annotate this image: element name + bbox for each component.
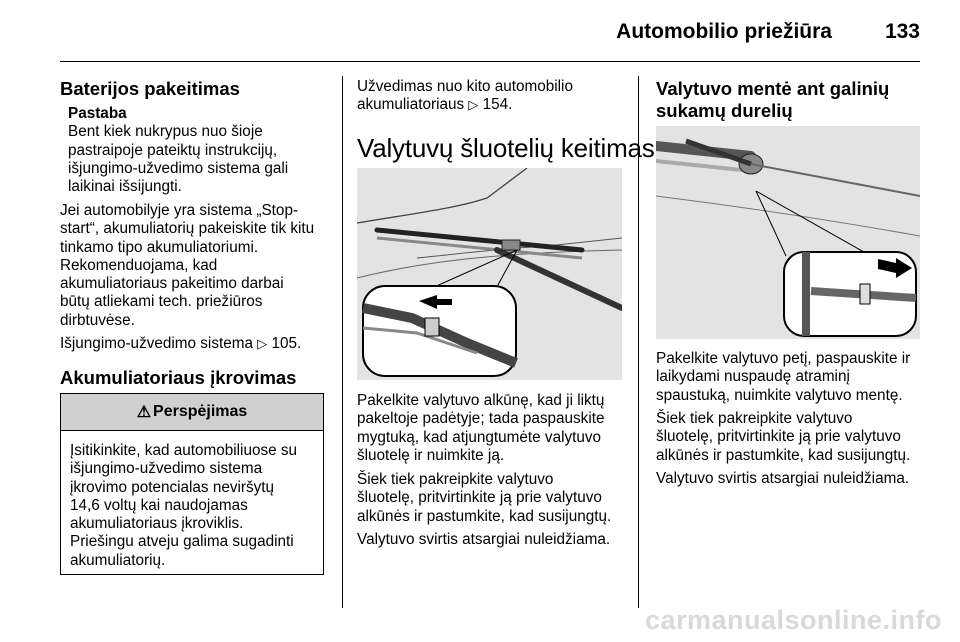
- warning-line: akumuliatoriaus įkroviklis.: [70, 515, 244, 533]
- warning-body: [61, 431, 323, 578]
- paragraph-line: Šiek tiek pakreipkite valytuvo: [656, 410, 853, 427]
- triangle-reference-icon: ▷: [468, 97, 479, 113]
- rear-wiper-illustration: [656, 126, 920, 339]
- paragraph-line: Pakelkite valytuvo alkūnę, kad ji liktų: [357, 392, 605, 409]
- note-line: išjungimo-užvedimo sistema gali: [68, 159, 289, 177]
- lower-rear-wiper-paragraph: Valytuvo svirtis atsargiai nuleidžiama.: [656, 470, 910, 487]
- warning-line: išjungimo-užvedimo sistema: [70, 460, 263, 478]
- stop-start-reference[interactable]: [60, 335, 301, 353]
- stop-start-paragraph: [60, 202, 340, 330]
- remove-rear-wiper-paragraph: [656, 350, 910, 405]
- header-divider: [60, 61, 920, 62]
- wiper-heading: Valytuvų šluotelių keitimas: [357, 133, 655, 163]
- attach-rear-wiper-paragraph: [656, 410, 910, 465]
- paragraph-line: alkūnės ir pastumkite, kad susijungtų.: [357, 507, 612, 525]
- rear-wiper-drawing: [656, 126, 920, 339]
- warning-triangle-icon: ⚠: [136, 404, 152, 421]
- paragraph-line: laikydami nuspaudę atraminį: [656, 368, 850, 386]
- paragraph-line: dirbtuvėse.: [60, 311, 135, 329]
- attach-front-wiper-paragraph: [357, 471, 611, 526]
- jump-start-reference[interactable]: [357, 78, 573, 115]
- paragraph-line: Jei automobilyje yra sistema „Stop-: [60, 202, 299, 219]
- front-wiper-illustration: [357, 168, 622, 380]
- paragraph-line: spaustuką, nuimkite valytuvo mentę.: [656, 386, 903, 404]
- watermark: carmanualsonline.info: [644, 605, 942, 635]
- reference-text: akumuliatoriaus: [357, 96, 465, 114]
- paragraph-line: akumuliatoriaus pakeitimo darbai: [60, 275, 284, 293]
- warning-line: Priešingu atveju galima sugadinti: [70, 533, 294, 551]
- page-number: 133: [884, 20, 920, 43]
- heading-line: sukamų durelių: [656, 100, 793, 121]
- reference-text: Išjungimo-užvedimo sistema: [60, 335, 253, 352]
- warning-title: Perspėjimas: [153, 403, 248, 420]
- note-line: Bent kiek nukrypus nuo šioje: [68, 123, 263, 141]
- warning-header: [61, 394, 323, 431]
- warning-line: akumuliatorių.: [70, 551, 166, 569]
- heading-line: Valytuvo mentė ant galinių: [656, 78, 890, 99]
- note-title: Pastaba: [68, 105, 127, 122]
- remove-front-wiper-paragraph: [357, 392, 604, 465]
- lower-front-wiper-paragraph: Valytuvo svirtis atsargiai nuleidžiama.: [357, 531, 611, 548]
- header-title: Automobilio priežiūra: [616, 20, 832, 43]
- paragraph-line: pakeltoje padėtyje; tada paspauskite: [357, 410, 605, 428]
- paragraph-line: tinkamo tipo akumuliatoriumi.: [60, 238, 259, 256]
- paragraph-line: start“, akumuliatorių pakeiskite tik kitu: [60, 220, 315, 238]
- battery-heading: Baterijos pakeitimas: [60, 78, 240, 99]
- paragraph-line: būtų atliekami tech. priežiūros: [60, 293, 263, 311]
- charging-heading: Akumuliatoriaus įkrovimas: [60, 367, 297, 388]
- paragraph-line: alkūnės ir pastumkite, kad susijungtų.: [656, 446, 911, 464]
- note-line: laikinai išsijungti.: [68, 178, 182, 196]
- paragraph-line: šluotelę ir nuimkite ją.: [357, 446, 505, 464]
- note-line: pastraipoje pateiktų instrukcijų,: [68, 141, 278, 159]
- reference-page: 154.: [482, 96, 513, 114]
- paragraph-line: Pakelkite valytuvo petį, paspauskite ir: [656, 350, 911, 367]
- reference-page: 105.: [271, 335, 302, 352]
- warning-line: Įsitikinkite, kad automobiliuose su: [70, 442, 298, 459]
- paragraph-line: šluotelę, pritvirtinkite ją prie valytuvo: [656, 428, 901, 446]
- warning-line: 14,6 voltų kai naudojamas: [70, 496, 248, 514]
- note-block: [60, 105, 338, 196]
- paragraph-line: šluotelę, pritvirtinkite ją prie valytuvo: [357, 489, 602, 507]
- paragraph-line: Šiek tiek pakreipkite valytuvo: [357, 471, 554, 488]
- triangle-reference-icon: ▷: [257, 336, 268, 351]
- front-wiper-drawing: [357, 168, 622, 380]
- paragraph-line: mygtuką, kad atjungtumėte valytuvo: [357, 428, 602, 446]
- paragraph-line: Rekomenduojama, kad: [60, 256, 218, 274]
- rear-wiper-heading: [656, 78, 889, 122]
- warning-line: įkrovimo potencialas neviršytų: [70, 478, 275, 496]
- warning-box: [60, 393, 324, 575]
- reference-line: Užvedimas nuo kito automobilio: [357, 78, 573, 95]
- column-divider-left: [342, 76, 343, 608]
